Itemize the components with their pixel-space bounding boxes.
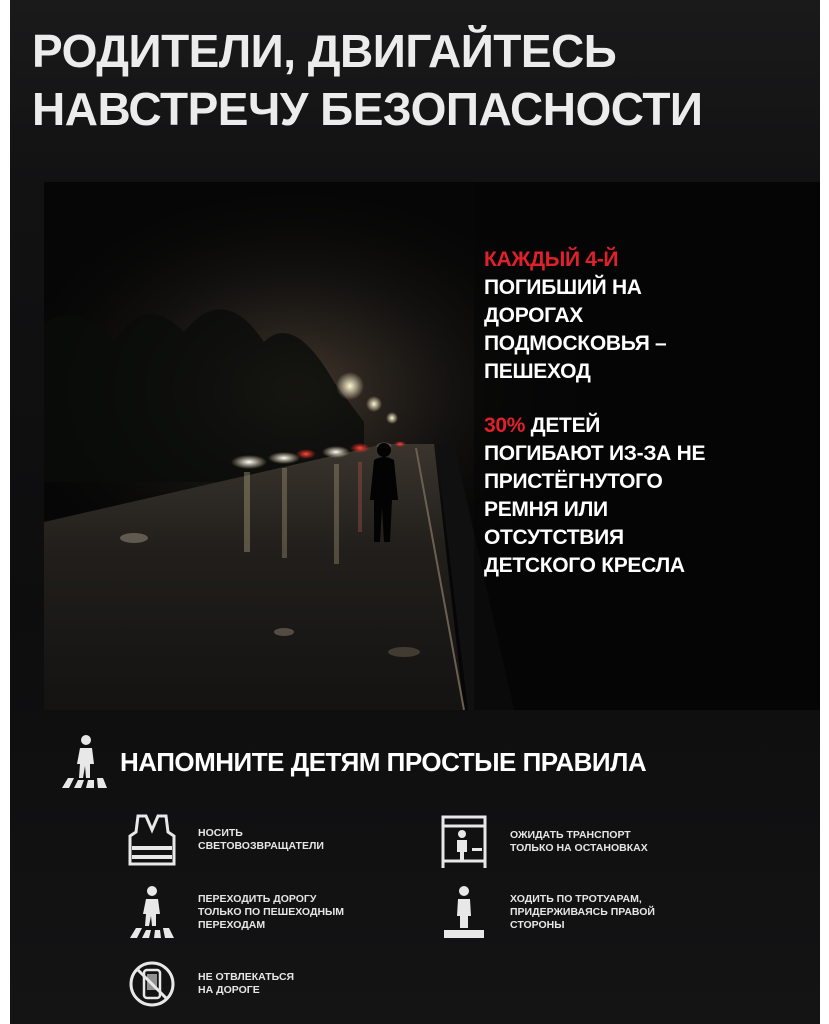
title-line-2: НАВСТРЕЧУ БЕЗОПАСНОСТИ: [32, 83, 703, 135]
rule-text-line: ПРИДЕРЖИВАЯСЬ ПРАВОЙ: [510, 905, 655, 918]
rule-text-line: ПЕРЕХОДАМ: [198, 918, 266, 931]
stat-line: ПЕШЕХОД: [484, 360, 591, 383]
title-line-1: РОДИТЕЛИ, ДВИГАЙТЕСЬ: [32, 25, 617, 77]
rule-text-line: СТОРОНЫ: [510, 918, 565, 931]
rule-text-line: НОСИТЬ: [198, 827, 243, 839]
bus-stop-icon: [440, 814, 488, 870]
stat-line: ПОДМОСКОВЬЯ –: [484, 332, 667, 355]
rule-no-distraction: [128, 956, 398, 1012]
poster: [10, 0, 820, 1024]
reflective-vest-icon: [128, 812, 176, 868]
stat-children: [484, 412, 784, 580]
stat-pedestrians: [484, 246, 784, 386]
rule-text-line: ПЕРЕХОДИТЬ ДОРОГУ: [198, 892, 317, 905]
stat-highlight: 30%: [484, 414, 526, 437]
stat-highlight: КАЖДЫЙ 4-Й: [484, 248, 619, 271]
rule-crossing: [128, 884, 398, 940]
rules-heading: НАПОМНИТЕ ДЕТЯМ ПРОСТЫЕ ПРАВИЛА: [120, 747, 647, 777]
stat-line-rest: ДЕТЕЙ: [525, 414, 601, 437]
sidewalk-walker-icon: [440, 884, 488, 940]
no-phone-icon: [128, 956, 176, 1012]
stat-first-line: [484, 412, 784, 440]
rule-text-line: ТОЛЬКО ПО ПЕШЕХОДНЫМ: [198, 905, 345, 918]
stat-line: ПОГИБАЮТ ИЗ-ЗА НЕ: [484, 442, 706, 465]
rule-reflectors: [128, 812, 398, 868]
rule-text-line: НА ДОРОГЕ: [198, 984, 260, 996]
stat-line: ПОГИБШИЙ НА: [484, 276, 642, 299]
stat-line: ДЕТСКОГО КРЕСЛА: [484, 554, 685, 577]
rule-text-line: ТОЛЬКО НА ОСТАНОВКАХ: [510, 842, 648, 854]
stat-line: ДОРОГАХ: [484, 304, 584, 327]
stat-line: ПРИСТЁГНУТОГО: [484, 470, 663, 493]
rule-text-line: НЕ ОТВЛЕКАТЬСЯ: [198, 971, 295, 983]
rule-sidewalk: [440, 884, 710, 940]
rule-text-line: ХОДИТЬ ПО ТРОТУАРАМ,: [510, 892, 642, 905]
stat-line: ОТСУТСТВИЯ: [484, 526, 624, 549]
rule-text-line: СВЕТОВОЗВРАЩАТЕЛИ: [198, 840, 324, 852]
poster-title: [32, 22, 812, 138]
rule-text-line: ОЖИДАТЬ ТРАНСПОРТ: [510, 829, 631, 841]
statistics-block: [484, 246, 784, 606]
rule-bus-stop: [440, 814, 710, 870]
pedestrian-crossing-icon: [128, 884, 176, 940]
pedestrian-crossing-icon: [60, 734, 110, 790]
stat-line: РЕМНЯ ИЛИ: [484, 498, 608, 521]
